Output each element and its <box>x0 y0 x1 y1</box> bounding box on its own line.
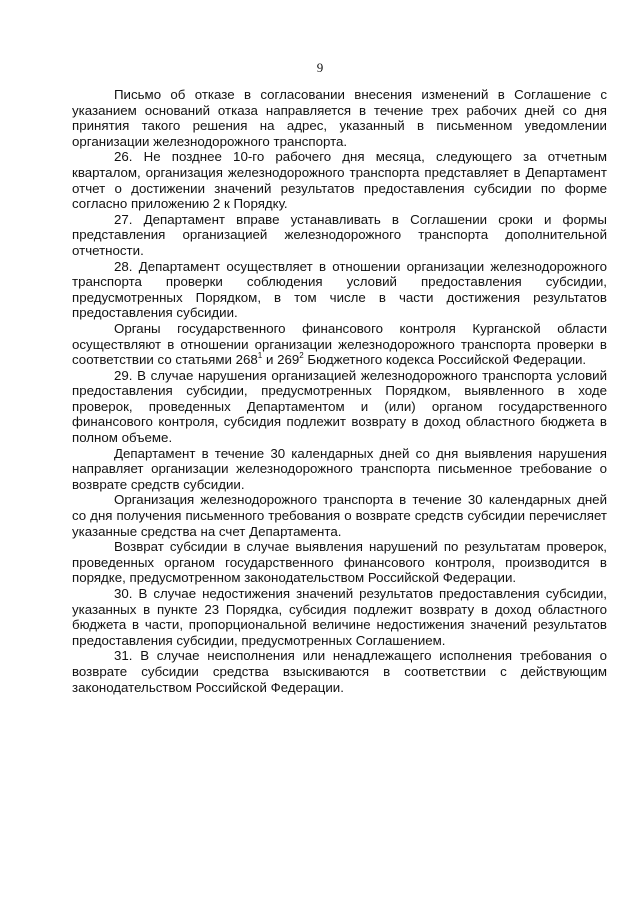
paragraph-organization-transfer: Организация железнодорожного транспорта в течение 30 календарных дней со дня получения письменного требования о возврате средств субсидии перечисляет указанные средства на счет Департамента. <box>72 492 607 539</box>
paragraph-30: 30. В случае недостижения значений результатов предоставления субсидии, указанных в пункте 23 Порядка, субсидия подлежит возврату в доход областного бюджета в части, пропорциональной величине недостижения значений результатов предоставления субсидии, предусмотренных Соглашением. <box>72 586 607 648</box>
paragraph-financial-control-end: Бюджетного кодекса Российской Федерации. <box>303 352 587 368</box>
paragraph-refusal-letter: Письмо об отказе в согласовании внесения изменений в Соглашение с указанием оснований отказа направляется в течение трех рабочих дней со дня принятия такого решения на адрес, указанный в письменном уведомлении организации железнодорожного транспорта. <box>72 87 607 149</box>
paragraph-department-demand: Департамент в течение 30 календарных дней со дня выявления нарушения направляет организации железнодорожного транспорта письменное требование о возврате средств субсидии. <box>72 445 607 492</box>
paragraph-return-procedure: Возврат субсидии в случае выявления нарушений по результатам проверок, проведенных органом государственного финансового контроля, производится в порядке, предусмотренном законодательством Российской Федерации. <box>72 539 607 586</box>
superscript-269: 2 <box>299 350 304 360</box>
paragraph-financial-control-text: Органы государственного финансового контроля Курганской области осуществляют в отношении организации железнодорожного транспорта проверки в соответствии со статьями 268 <box>72 320 607 368</box>
paragraph-27: 27. Департамент вправе устанавливать в Соглашении сроки и формы представления организацией железнодорожного транспорта дополнительной отчетности. <box>72 211 607 258</box>
paragraph-26: 26. Не позднее 10-го рабочего дня месяца, следующего за отчетным кварталом, организация железнодорожного транспорта представляет в Департамент отчет о достижении значений результатов предоставления субсидии по форме согласно приложению 2 к Порядку. <box>72 149 607 212</box>
paragraph-29: 29. В случае нарушения организацией железнодорожного транспорта условий предоставления субсидии, предусмотренных Порядком, выявленного в ходе проверок, проведенных Департаментом и (или) органом государственного финансового контроля, субсидия подлежит возврату в доход областного бюджета в полном объеме. <box>72 367 607 446</box>
paragraph-31: 31. В случае неисполнения или ненадлежащего исполнения требования о возврате субсидии средства взыскиваются в соответствии с действующим законодательством Российской Федерации. <box>72 648 607 695</box>
paragraph-financial-control-middle: и 269 <box>262 352 300 368</box>
page-number: 9 <box>316 60 324 75</box>
paragraph-financial-control <box>72 321 607 368</box>
superscript-268: 1 <box>257 350 263 360</box>
document-body <box>72 87 607 695</box>
paragraph-28: 28. Департамент осуществляет в отношении организации железнодорожного транспорта проверки соблюдения условий предоставления субсидии, предусмотренных Порядком, в том числе в части достижения результатов предоставления субсидии. <box>72 258 607 321</box>
